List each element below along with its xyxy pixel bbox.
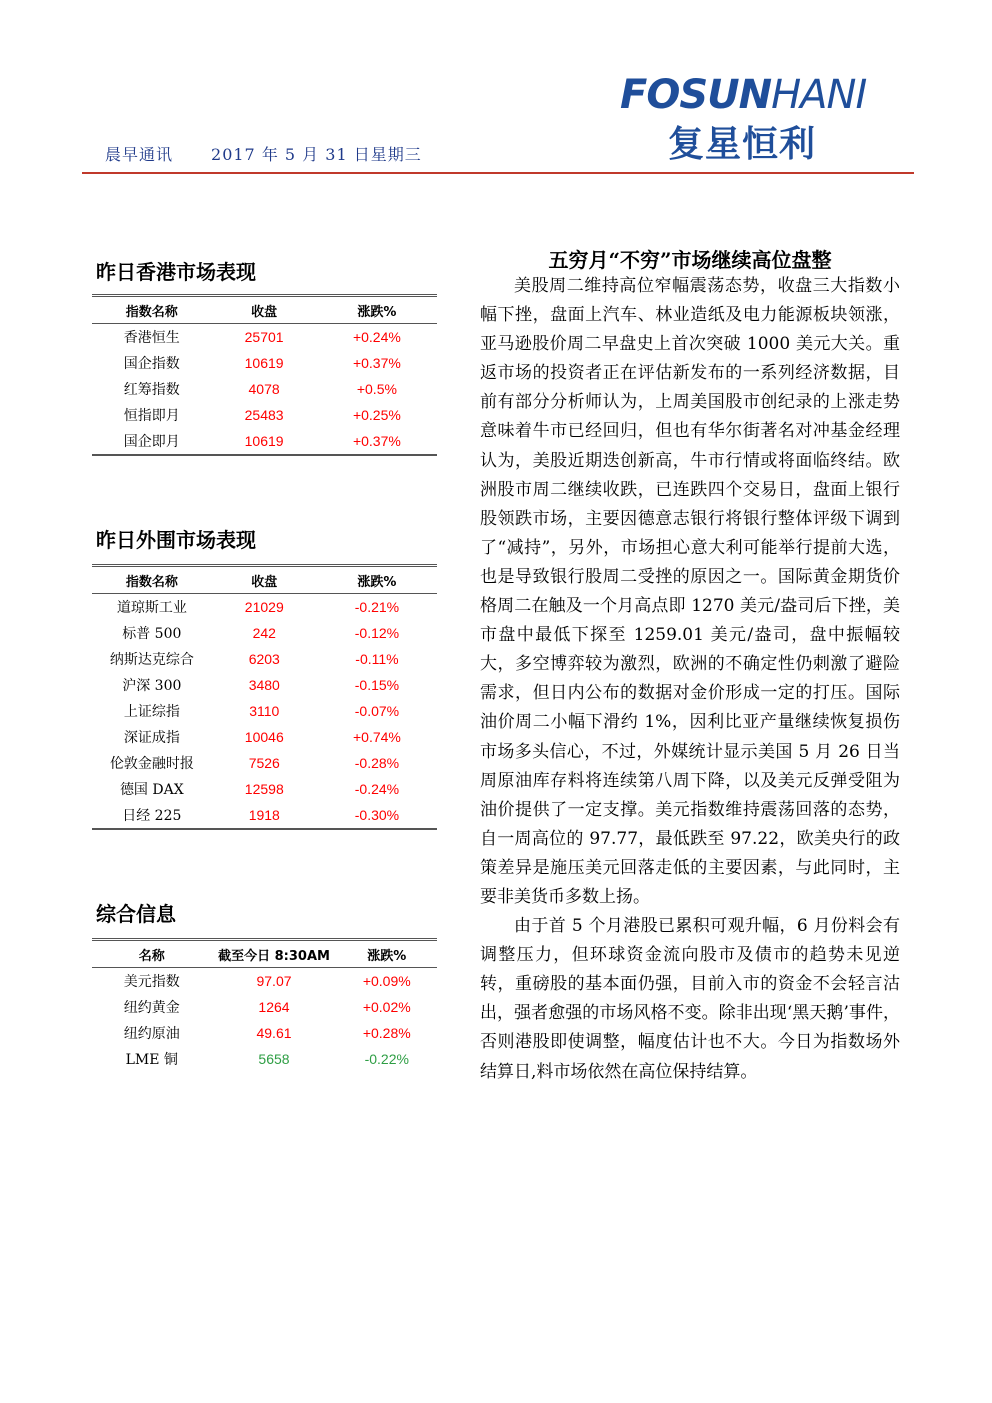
close-value-cell: 10619 (244, 355, 284, 371)
article-paragraph: 美股周二维持高位窄幅震荡态势，收盘三大指数小幅下挫，盘面上汽车、林业造纸及电力能源板块领涨，亚马逊股价周二早盘史上首次突破 1000 美元大关。重返市场的投资者正在评估新发布的一系列经济数据，目前有部分分析师认为，上周美国股市创纪录的上涨走势意味着牛市已经回归，但也有华尔街著名对冲基金经理认为，美股近期迭创新高，牛市行情或将面临终结。欧洲股市周二继续收跌，已连跌四个交易日，盘面上银行股领跌市场，主要因德意志银行将银行整体评级下调到了“减持”，另外，市场担心意大利可能举行提前大选，也是导致银行股周二受挫的原因之一。国际黄金期货价格周二在触及一个月高点即 1270 美元/盎司后下挫，美市盘中最低下探至 1259.01 美元/盎司，盘中振幅较大，多空博弈较为激烈，欧洲的不确定性仍刺激了避险需求，但日内公布的数据对金价形成一定的打压。国际油价周二小幅下滑约 1%，因利比亚产量继续恢复损伤市场多头信心，不过，外媒统计显示美国 5 月 26 日当周原油库存料将连续第八周下降，以及美元反弹受阻为油价提供了一定支撑。美元指数维持震荡回落的态势，自一周高位的 97.77，最低跌至 97.22，欧美央行的政策差异是施压美元回落走低的主要因素，与此同时，主要非美货币多数上扬。 (480, 276, 900, 907)
table-header-row (92, 940, 437, 968)
close-value-cell: 5658 (258, 1051, 290, 1067)
index-name-cell: 上证综指 (123, 704, 180, 720)
index-name-cell: 纽约黄金 (123, 1000, 180, 1016)
table-row (92, 376, 437, 402)
article-paragraph: 由于首 5 个月港股已累积可观升幅，6 月份料会有调整压力，但环球资金流向股市及债市的趋势未见逆转，重磅股的基本面仍强，目前入市的资金不会轻言沽出，强者愈强的市场风格不变。除非出现‘黑天鹅’事件，否则港股即使调整，幅度估计也不大。今日为指数场外结算日,料市场依然在高位保持结算。 (480, 916, 900, 1082)
article-title: 五穷月“不穷”市场继续高位盘整 (548, 248, 832, 272)
table-row (92, 1046, 437, 1072)
change-percent-cell: +0.37% (352, 355, 401, 371)
change-percent-cell: +0.09% (362, 973, 411, 989)
close-value-cell: 6203 (248, 651, 280, 667)
change-percent-cell: -0.21% (354, 599, 400, 615)
close-value-cell: 4078 (248, 381, 280, 397)
report-header (105, 142, 460, 165)
close-value-cell: 25483 (244, 407, 284, 423)
table-row (92, 724, 437, 750)
index-name-cell: 纽约原油 (123, 1026, 180, 1042)
hk-market-title: 昨日香港市场表现 (96, 260, 256, 284)
change-percent-cell: -0.22% (364, 1051, 409, 1067)
col-header-asof: 截至今日 8:30AM (212, 940, 337, 968)
index-name-cell: 红筹指数 (123, 382, 180, 398)
report-title: 晨早通讯 (105, 145, 174, 164)
col-header-change: 涨跌% (317, 566, 437, 594)
global-market-title: 昨日外围市场表现 (96, 528, 256, 552)
close-value-cell: 49.61 (256, 1025, 292, 1041)
index-name-cell: 沪深 300 (122, 678, 182, 694)
change-percent-cell: -0.24% (354, 781, 400, 797)
table-row (92, 324, 437, 351)
change-percent-cell: +0.25% (352, 407, 401, 423)
change-percent-cell: +0.5% (356, 381, 397, 397)
table-row (92, 1020, 437, 1046)
index-name-cell: 香港恒生 (123, 330, 180, 346)
col-header-name: 指数名称 (92, 296, 211, 324)
index-name-cell: 恒指即月 (123, 408, 180, 424)
change-percent-cell: -0.07% (354, 703, 400, 719)
col-header-close: 收盘 (212, 566, 317, 594)
change-percent-cell: -0.15% (354, 677, 400, 693)
table-row (92, 646, 437, 672)
fosun-hani-logo (620, 72, 912, 165)
close-value-cell: 10619 (211, 428, 316, 455)
change-percent-cell: -0.28% (354, 755, 400, 771)
article-body (480, 272, 900, 1087)
hk-market-table (92, 294, 437, 456)
col-header-change: 涨跌% (337, 940, 437, 968)
index-name-cell: 日经 225 (92, 802, 212, 829)
logo-english: FOSUNHANI (620, 72, 867, 118)
general-info-title: 综合信息 (96, 902, 176, 926)
change-percent-cell: -0.11% (355, 651, 399, 667)
global-market-table (92, 564, 437, 830)
table-row (92, 428, 437, 455)
table-row (92, 620, 437, 646)
col-header-name: 指数名称 (92, 566, 212, 594)
table-header-row (92, 566, 437, 594)
table-row (92, 968, 437, 995)
index-name-cell: 标普 500 (122, 626, 182, 642)
index-name-cell: 国企即月 (92, 428, 211, 455)
table-row (92, 750, 437, 776)
close-value-cell: 1918 (212, 802, 317, 829)
change-percent-cell: +0.28% (362, 1025, 411, 1041)
col-header-close: 收盘 (211, 296, 316, 324)
table-row (92, 402, 437, 428)
close-value-cell: 242 (252, 625, 276, 641)
close-value-cell: 3480 (248, 677, 280, 693)
logo-chinese: 复星恒利 (668, 124, 817, 165)
close-value-cell: 10046 (244, 729, 284, 745)
close-value-cell: 25701 (244, 329, 284, 345)
col-header-name: 名称 (92, 940, 212, 968)
table-row (92, 994, 437, 1020)
general-info-table (92, 938, 437, 1072)
change-percent-cell: +0.74% (353, 729, 401, 745)
close-value-cell: 21029 (244, 599, 284, 615)
index-name-cell: 道琼斯工业 (116, 600, 187, 616)
index-name-cell: 德国 DAX (119, 782, 184, 798)
index-name-cell: 深证成指 (123, 730, 180, 746)
table-row (92, 594, 437, 621)
header-divider (82, 172, 914, 174)
close-value-cell: 7526 (248, 755, 280, 771)
table-header-row (92, 296, 437, 324)
index-name-cell: 伦敦金融时报 (109, 756, 194, 772)
close-value-cell: 3110 (249, 703, 280, 719)
table-row (92, 350, 437, 376)
table-row (92, 698, 437, 724)
table-row (92, 672, 437, 698)
change-percent-cell: +0.02% (362, 999, 411, 1015)
table-row (92, 802, 437, 829)
change-percent-cell: +0.37% (317, 428, 437, 455)
table-row (92, 776, 437, 802)
change-percent-cell: -0.12% (354, 625, 400, 641)
change-percent-cell: +0.24% (352, 329, 401, 345)
report-date: 2017 年 5 月 31 日星期三 (211, 145, 422, 164)
index-name-cell: 纳斯达克综合 (109, 652, 194, 668)
change-percent-cell: -0.30% (317, 802, 437, 829)
index-name-cell: LME 铜 (125, 1052, 178, 1068)
close-value-cell: 97.07 (256, 973, 292, 989)
close-value-cell: 1264 (258, 999, 290, 1015)
index-name-cell: 美元指数 (123, 974, 180, 990)
index-name-cell: 国企指数 (123, 356, 180, 372)
col-header-change: 涨跌% (317, 296, 437, 324)
close-value-cell: 12598 (244, 781, 284, 797)
